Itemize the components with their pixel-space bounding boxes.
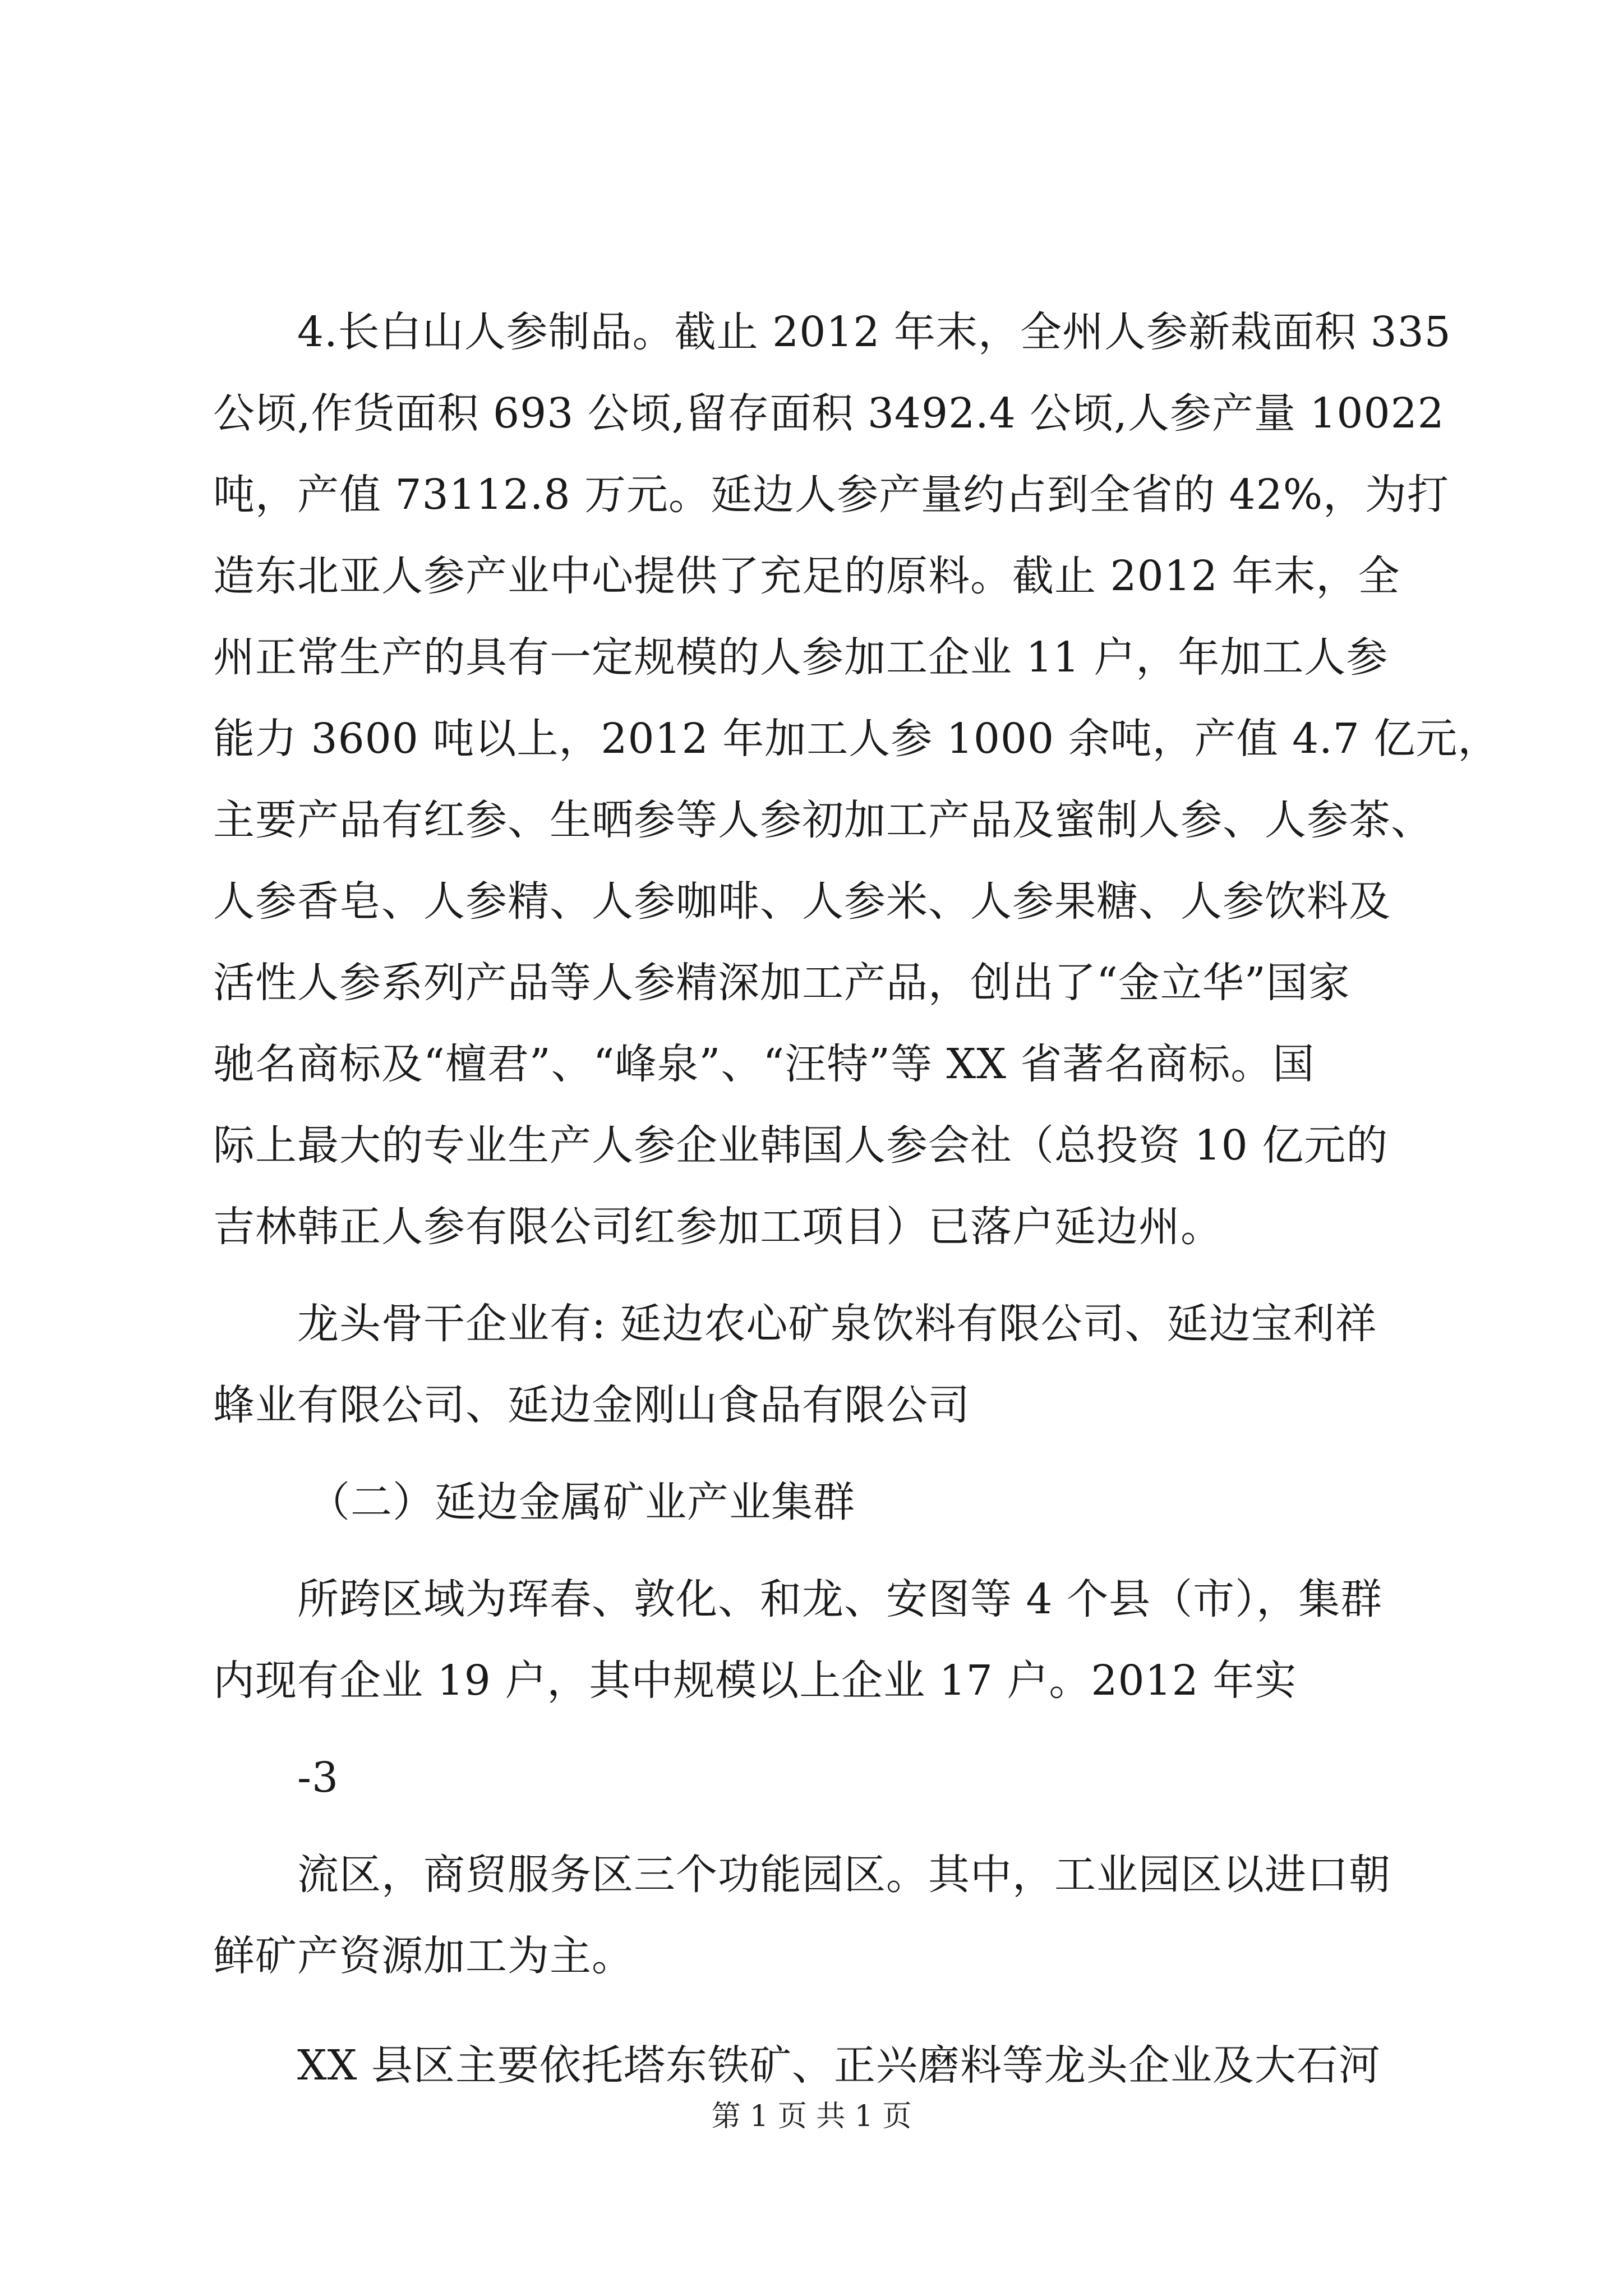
- paragraph-county: [213, 2025, 1424, 2106]
- text-line: 驰名商标及“檀君”、“峰泉”、“汪特”等 XX 省著名商标。国: [213, 1040, 1315, 1088]
- text-line: 吨，产值 73112.8 万元。延边人参产量约占到全省的 42%，为打: [213, 471, 1450, 519]
- text-line: 州正常生产的具有一定规模的人参加工企业 11 户，年加工人参: [213, 633, 1389, 682]
- text-line: 4.长白山人参制品。截止 2012 年末，全州人参新栽面积 335: [297, 308, 1451, 356]
- section-heading: （二）延边金属矿业产业集群: [308, 1478, 855, 1526]
- page-footer: 第 1 页 共 1 页: [711, 2100, 912, 2133]
- paragraph-leading-enterprises: [213, 1283, 1424, 1446]
- paragraph-ginseng: [213, 292, 1500, 1268]
- text-line: 鲜矿产资源加工为主。: [213, 1932, 634, 1980]
- text-line: 公顷,作货面积 693 公顷,留存面积 3492.4 公顷,人参产量 10022: [213, 389, 1445, 438]
- text-line: 流区，商贸服务区三个功能园区。其中，工业园区以进口朝: [297, 1851, 1391, 1899]
- text-line: 蜂业有限公司、延边金刚山食品有限公司: [213, 1381, 970, 1429]
- text-line: 吉林韩正人参有限公司红参加工项目）已落户延边州。: [213, 1203, 1223, 1251]
- text-line: 人参香皂、人参精、人参咖啡、人参米、人参果糖、人参饮料及: [213, 877, 1391, 926]
- text-line: 活性人参系列产品等人参精深加工产品，创出了“金立华”国家: [213, 959, 1350, 1007]
- text-line: 能力 3600 吨以上，2012 年加工人参 1000 余吨，产值 4.7 亿元，: [213, 715, 1500, 763]
- text-line: 际上最大的专业生产人参企业韩国人参会社（总投资 10 亿元的: [213, 1121, 1389, 1170]
- text-line: 龙头骨干企业有: 延边农心矿泉饮料有限公司、延边宝利祥: [297, 1300, 1377, 1348]
- text-line: 主要产品有红参、生晒参等人参初加工产品及蜜制人参、人参茶、: [213, 796, 1433, 844]
- paragraph-functional-zones: [213, 1834, 1424, 1997]
- paragraph-metal-mining: [213, 1559, 1424, 1722]
- text-line: 所跨区域为珲春、敦化、和龙、安图等 4 个县（市），集群: [297, 1575, 1383, 1623]
- document-body: [213, 292, 1500, 2106]
- text-line: 内现有企业 19 户，其中规模以上企业 17 户。2012 年实: [213, 1657, 1297, 1705]
- page-marker: -3: [297, 1754, 339, 1802]
- text-line: 造东北亚人参产业中心提供了充足的原料。截止 2012 年末，全: [213, 552, 1400, 600]
- text-line: XX 县区主要依托塔东铁矿、正兴磨料等龙头企业及大石河: [297, 2041, 1381, 2090]
